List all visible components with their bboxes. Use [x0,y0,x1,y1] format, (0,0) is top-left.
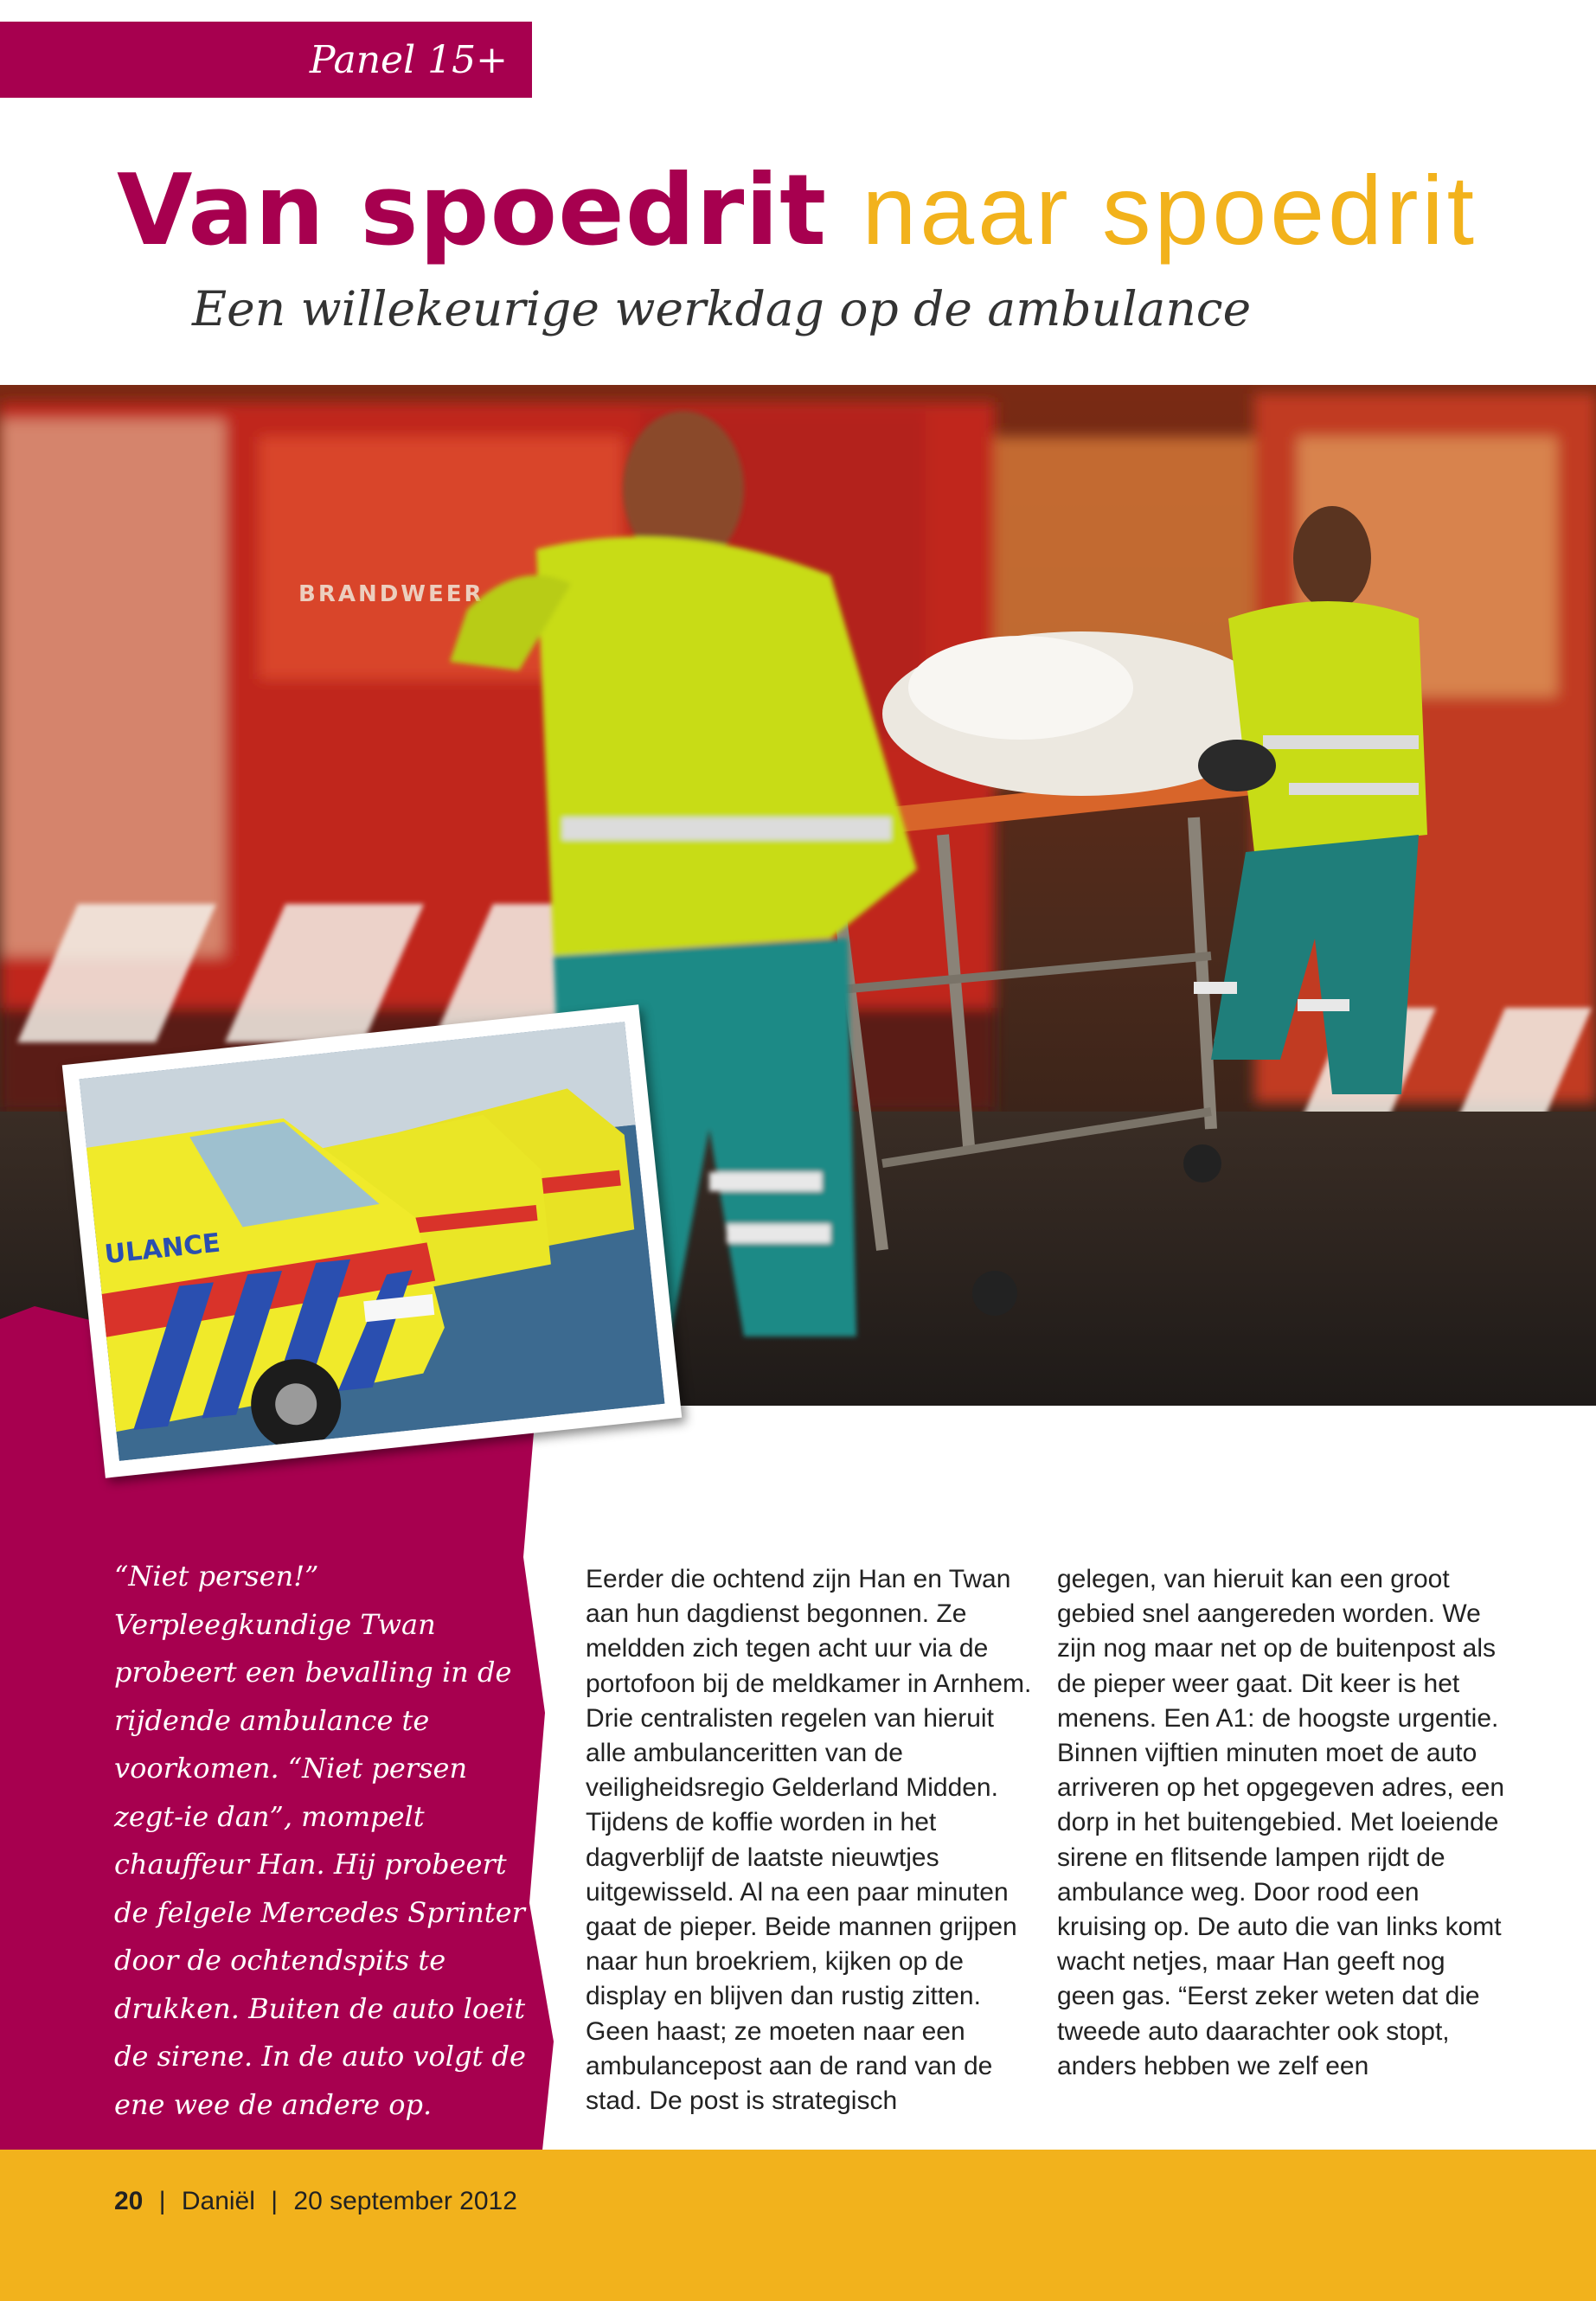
panel-tag [0,22,532,98]
page-number: 20 [114,2187,144,2215]
truck-lettering: BRANDWEER [298,581,484,607]
sidebar-quote: “Niet persen!” Verpleegkundige Twan probeert een bevalling in de rijdende ambulance te voorkomen. “Niet persen zegt-ie dan”, mompelt chauffeur Han. Hij probeert de felgele Mercedes Sprinter door de ochtendspits te drukken. Buiten de auto loeit de sirene. In de auto volgt de ene wee de andere op. [114,1560,526,2121]
footer-band [0,2150,1596,2301]
footer-separator: | [158,2187,166,2215]
magazine-name: Daniël [181,2187,255,2215]
inset-photo [62,1004,683,1477]
inset-lettering: ULANCE [103,1227,222,1271]
headline-light: naar spoedrit [862,156,1478,265]
footer-separator: | [271,2187,279,2215]
body-column-1: Eerder die ochtend zijn Han en Twan aan hun dagdienst begonnen. Ze meldden zich tegen acht uur via de portofoon bij de meldkamer in Arnhem. Drie centralisten regelen van hieruit alle ambulanceritten van de veiligheidsregio Gelderland Midden. Tijdens de koffie worden in het dagverblijf de laatste nieuwtjes uitgewisseld. Al na een paar minuten gaat de pieper. Beide mannen grijpen naar hun broekriem, kijken op de display en blijven dan rustig zitten. Geen haast; ze moeten naar een ambulancepost aan de rand van de stad. De post is strategisch [586,1565,1032,2116]
headline [117,154,1477,266]
footer-text [114,2187,517,2216]
headline-bold: Van spoedrit [117,153,828,267]
issue-date: 20 september 2012 [293,2187,517,2215]
subtitle: Een willekeurige werkdag op de ambulance [192,281,1252,336]
body-column-2: gelegen, van hieruit kan een groot gebied snel aangereden worden. We zijn nog maar net op de buitenpost als de pieper weer gaat. Dit keer is het menens. Een A1: de hoogste urgentie. Binnen vijftien minuten moet de auto arriveren op het opgegeven adres, een dorp in het buitengebied. Met loeiende sirene en flitsende lampen rijdt de ambulance weg. Door rood een kruising op. De auto die van links komt wacht netjes, maar Han geeft nog geen gas. “Eerst zeker weten dat die tweede auto daarachter ook stopt, anders hebben we zelf een [1057,1565,1505,2080]
panel-tag-label: Panel 15+ [309,37,508,82]
